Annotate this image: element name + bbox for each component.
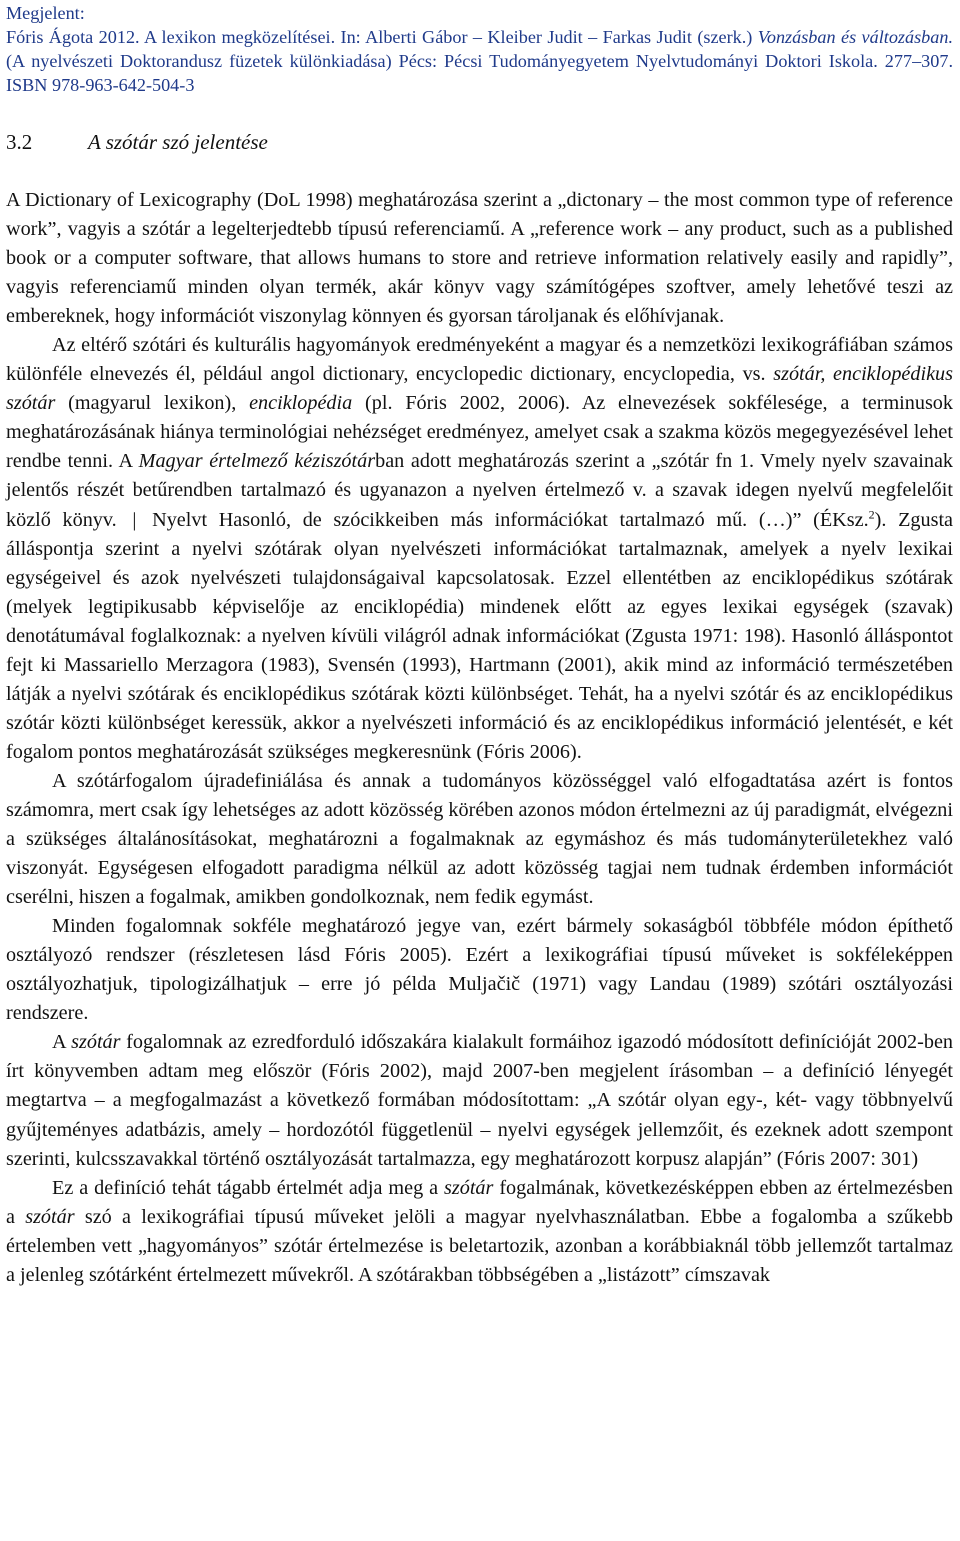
- paragraph-2: [6, 331, 953, 767]
- edition-superscript: 2: [868, 506, 875, 521]
- paragraph-5-italic-term: szótár: [71, 1031, 121, 1054]
- paragraph-6-text: fogalmának, következésképpen ebben az értelmezésben a: [6, 1176, 953, 1228]
- paragraph-6: [6, 1174, 953, 1290]
- section-heading: [6, 129, 953, 155]
- paragraph-2-text: ban adott meghatározás szerint a „szótár fn 1. Vmely nyelv szavainak jelentős részét betűrendben tartalmazó és ugyanazon a nyelven értelmező v. a szavak idegen nyelvű megfelelőit közlő könyv.: [6, 450, 953, 531]
- paragraph-2-italic-term: szótár, enciklopédikus szótár: [6, 363, 954, 415]
- section-number: 3.2: [6, 130, 33, 154]
- separator-bar: |: [132, 508, 137, 531]
- citation-label: Megjelent:: [6, 3, 85, 23]
- paragraph-5-text: A: [52, 1031, 72, 1054]
- citation-header: [6, 0, 953, 97]
- citation-text-end: (A nyelvészeti Doktorandusz füzetek különkiadása) Pécs: Pécsi Tudományegyetem Nyelvtudományi Doktori Iskola. 277–307. ISBN 978-963-642-504-3: [6, 51, 953, 95]
- paragraph-2-text: ). Zgusta álláspontja szerint a nyelvi szótárak olyan nyelvészeti információkat tartalmaznak, amelyek a nyelv lexikai egységeivel és azok nyelvészeti tulajdonságaival kapcsolatosak. Ezzel ellentétben az enciklopédikus szótárak (melyek legtipikusabb képviselője az enciklopédia) mindenek előtt az egyes lexikai egységek (szavak) denotátumával foglalkoznak: a nyelven kívüli világról adnak információkat (Zgusta 1971: 198). Hasonló álláspontot fejt ki Massariello Merzagora (1983), Svensén (1993), Hartmann (2001), akik mind az információ természetében látják a nyelvi szótárak és enciklopédikus szótárak közti különbséget. Tehát, ha a nyelvi szótár és az enciklopédikus szótár közti különbséget keressük, akkor a nyelvészeti információ és az enciklopédikus információ jelentését, e két fogalom pontos meghatározását szükséges megkeresnünk (Fóris 2006).: [6, 508, 954, 763]
- body-text: [6, 186, 953, 1290]
- paragraph-5-text: fogalomnak az ezredforduló időszakára kialakult formáihoz igazodó módosított definícióját 2002-ben írt könyvemben adtam meg először (Fóris 2002), majd 2007-ben megjelent írásomban – a definíció lényegét megtartva – a megfogalmazást a következő formában módosítottam: „A szótár olyan egy-, két- vagy többnyelvű gyűjteményes adatbázis, amely – hordozótól függetlenül – nyelvi egységek jellemzőit, és ezeknek adott szempont szerinti, kulcsszavakkal történő osztályozását tartalmazza, egy meghatározott korpusz alapján” (Fóris 2007: 301): [6, 1031, 953, 1170]
- paragraph-1: A Dictionary of Lexicography (DoL 1998) meghatározása szerint a „dictonary – the most common type of reference work”, vagyis a szótár a legelterjedtebb típusú referenciamű. A „reference work – any product, such as a published book or a computer software, that allows humans to store and retrieve information relatively easily and rapidly”, vagyis referenciamű minden olyan termék, akár könyv vagy számítógépes szoftver, amely lehetővé teszi az embereknek, hogy információt viszonylag könnyen és gyorsan tároljanak és előhívjanak.: [6, 189, 953, 328]
- paragraph-2-text: Nyelvt Hasonló, de szócikkeiben más információkat tartalmazó mű. (…)” (ÉKsz.: [152, 508, 869, 531]
- paragraph-2-italic-title: Magyar értelmező kéziszótár: [138, 450, 376, 473]
- paragraph-6-italic-term: szótár: [25, 1205, 75, 1228]
- paragraph-6-italic-term: szótár: [444, 1176, 494, 1199]
- paragraph-6-text: szó a lexikográfiai típusú műveket jelöli a magyar nyelvhasználatban. Ebbe a fogalomba a szűkebb értelemben vett „hagyományos” szótár értelmezése is beletartozik, azonban a korábbiaknál több jellemzőt tartalmaz a jelenleg szótárként értelmezett művekről. A szótárakban többségében a „listázott” címszavak: [6, 1205, 953, 1286]
- paragraph-2-text: Az eltérő szótári és kulturális hagyományok eredményeként a magyar és a nemzetközi lexikográfiában számos különféle elnevezés él, például angol dictionary, encyclopedic dictionary, encyclopedia, vs.: [6, 334, 953, 386]
- paragraph-2-italic-term: enciklopédia: [249, 392, 353, 415]
- citation-text-start: Fóris Ágota 2012. A lexikon megközelítései. In: Alberti Gábor – Kleiber Judit – Farkas Judit (szerk.): [6, 27, 758, 47]
- paragraph-5: [6, 1028, 953, 1173]
- paragraph-6-text: Ez a definíció tehát tágabb értelmét adja meg a: [52, 1176, 445, 1199]
- paragraph-3: A szótárfogalom újradefiniálása és annak a tudományos közösséggel való elfogadtatása azért is fontos számomra, mert csak így lehetséges az adott közösség körében azonos módon értelmezni az új paradigmát, elvégezni a szükséges általánosításokat, meghatározni a fogalmaknak az egymáshoz és más tudományterületekhez való viszonyát. Egységesen elfogadott paradigma nélkül az adott közösség tagjai nem tudnak érdemben információt cserélni, hiszen a fogalmak, amikben gondolkoznak, nem fedik egymást.: [6, 769, 953, 909]
- section-title: A szótár szó jelentése: [88, 130, 268, 154]
- paragraph-2-text: (magyarul lexikon),: [55, 392, 250, 415]
- paragraph-4: Minden fogalomnak sokféle meghatározó jegye van, ezért bármely sokaságból többféle módon építhető osztályozó rendszer (részletesen lásd Fóris 2005). Ezért a lexikográfiai típusú műveket is sokféleképpen osztályozhatjuk, tipologizálhatjuk – erre jó példa Muljačič (1971) vagy Landau (1989) szótári osztályozási rendszere.: [6, 915, 953, 1025]
- paragraph-2-text: (pl. Fóris 2002, 2006). Az elnevezések sokfélesége, a terminusok meghatározásának hiánya terminológiai nehézséget eredményez, amelyet csak a szakma közös megegyezésével lehet rendbe tenni. A: [6, 392, 953, 473]
- citation-book-title: Vonzásban és változásban.: [757, 27, 954, 47]
